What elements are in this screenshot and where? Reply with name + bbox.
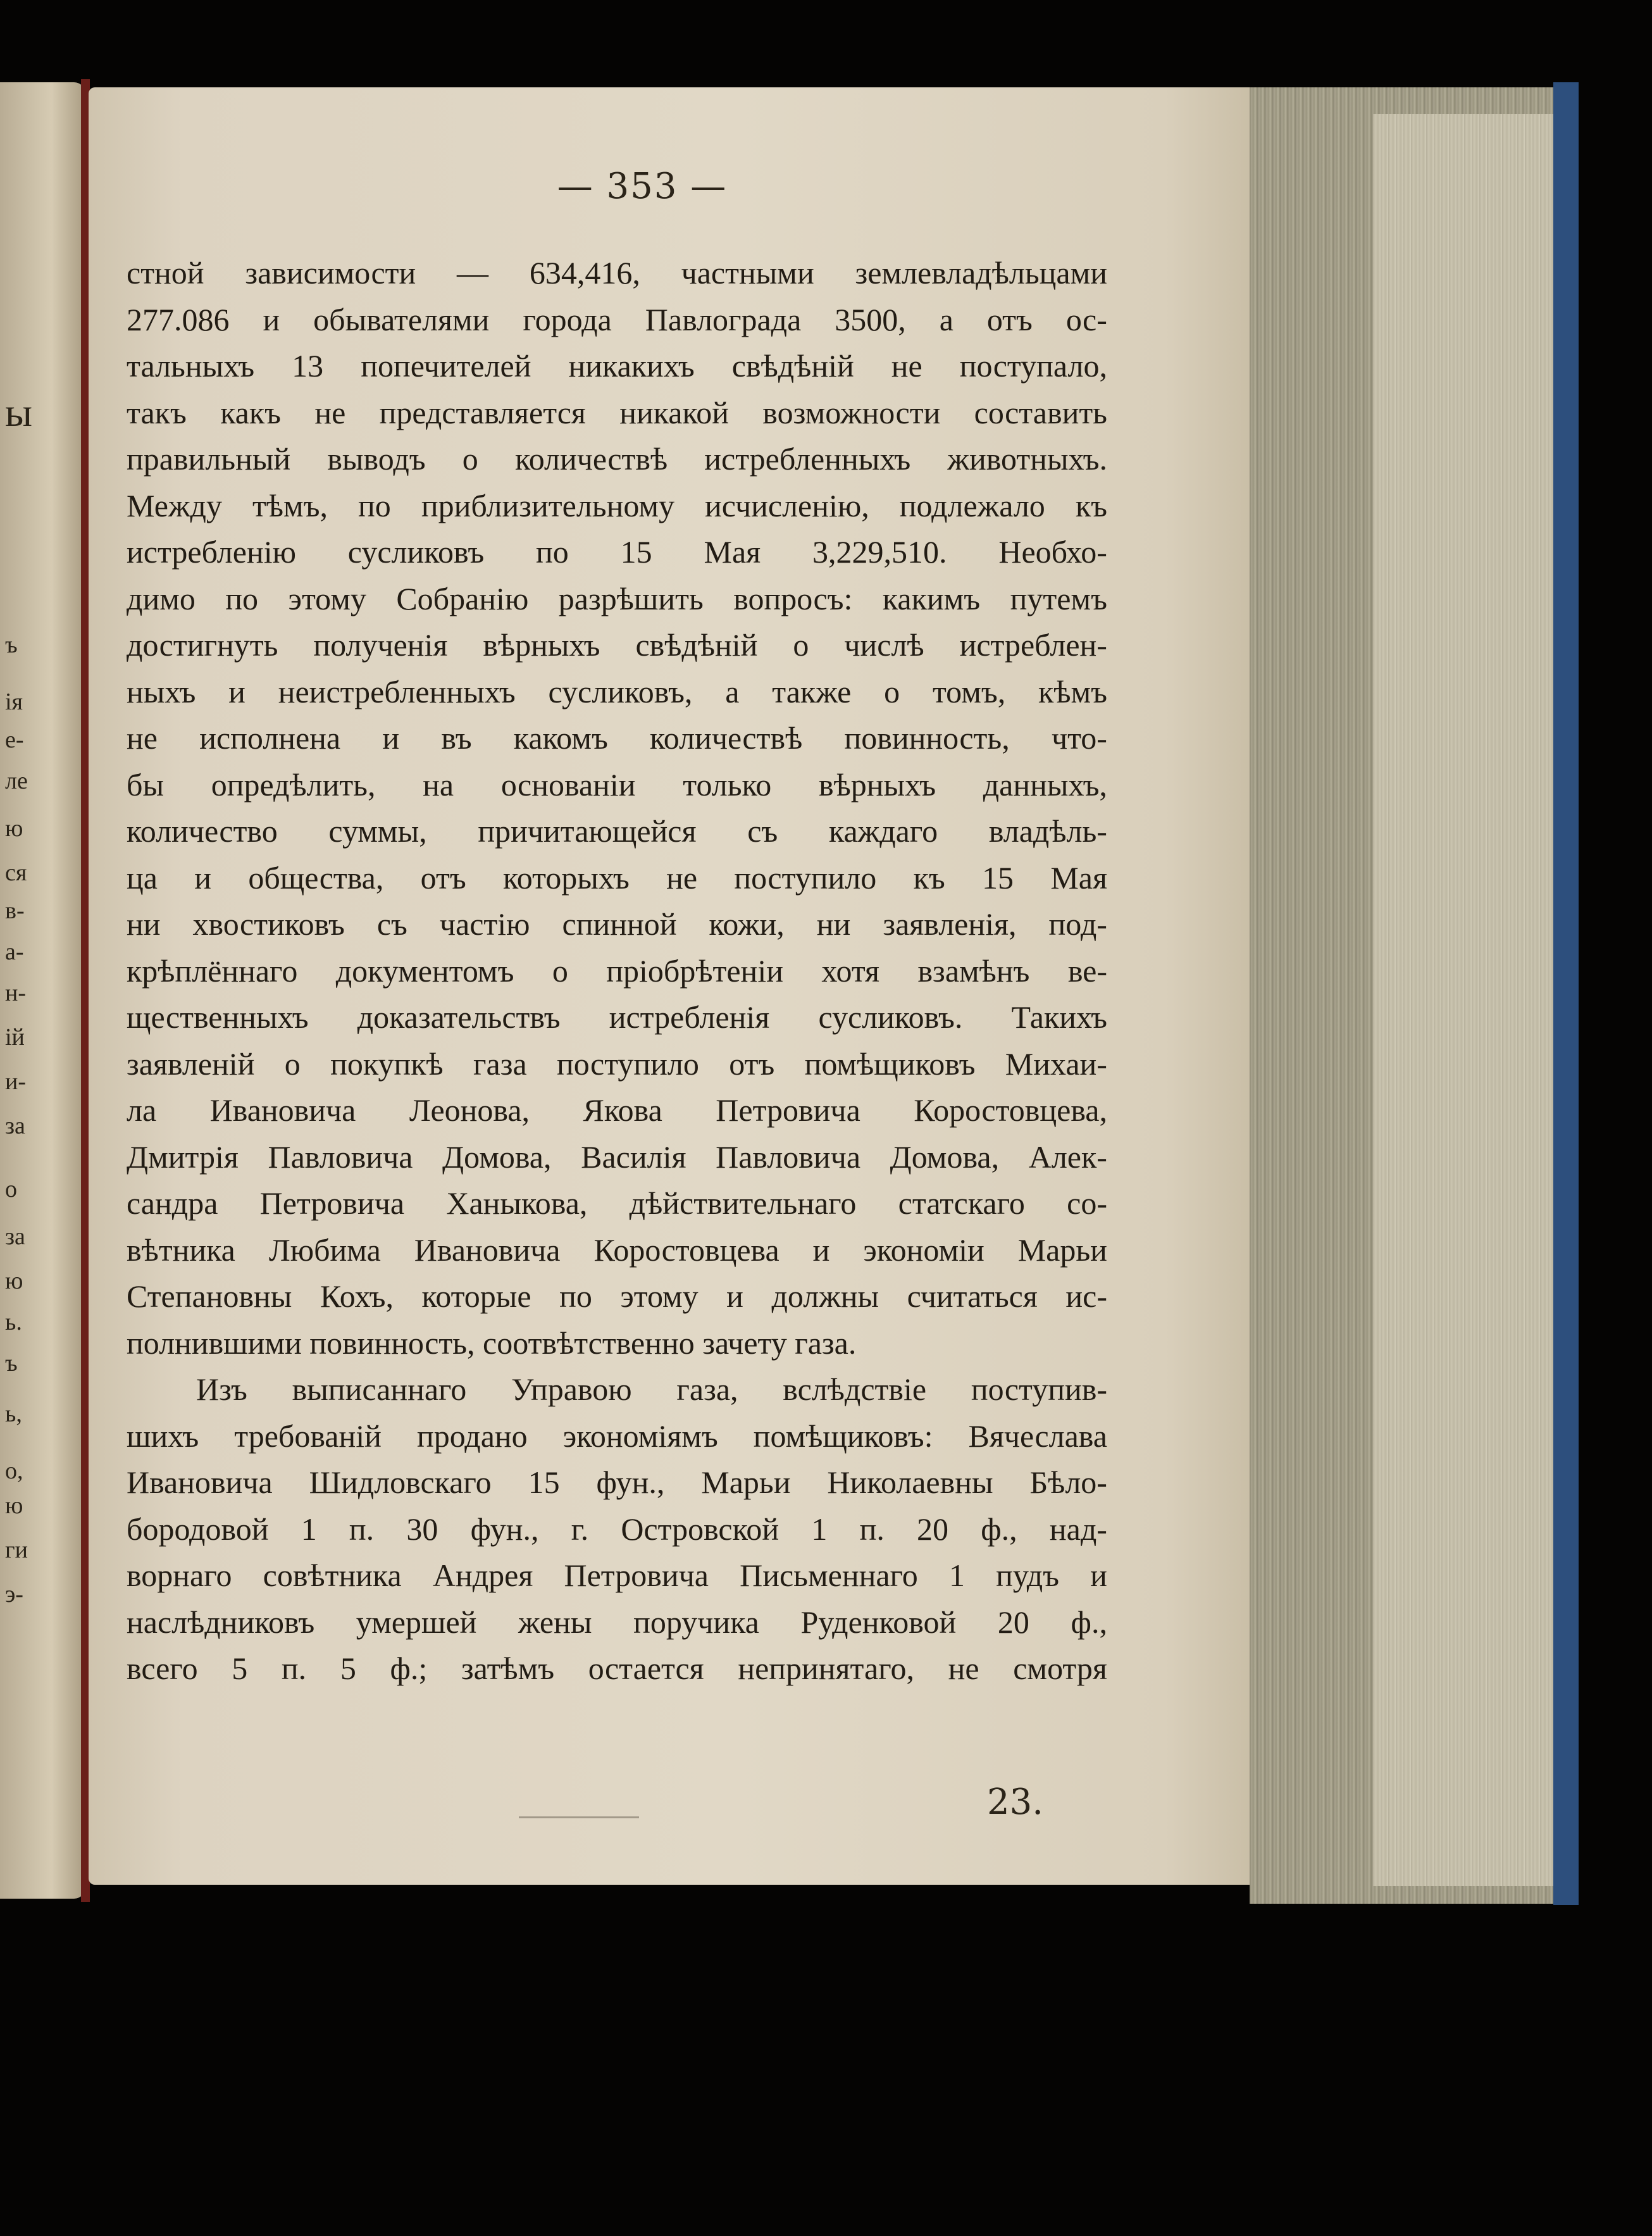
text-line: такъ какъ не представляется никакой возможности составить <box>127 394 1107 430</box>
margin-fragment: ги <box>5 1537 28 1563</box>
margin-fragment: ъ <box>5 1350 18 1377</box>
margin-fragment: о, <box>5 1458 23 1484</box>
text-line: всего 5 п. 5 ф.; затѣмъ остается непринятаго, не смотря <box>127 1651 1107 1686</box>
text-line: 277.086 и обывателями города Павлограда 3500, а отъ ос- <box>127 301 1107 337</box>
margin-fragment: ле <box>5 768 28 794</box>
text-line: количество суммы, причитающейся съ каждаго владѣль- <box>127 813 1107 849</box>
text-line: вѣтника Любима Ивановича Коростовцева и экономіи Марьи <box>127 1232 1107 1268</box>
text-line: Изъ выписаннаго Управою газа, вслѣдствіе поступив- <box>196 1371 1107 1407</box>
body-text <box>127 250 1107 1692</box>
margin-fragment: ъ <box>5 632 18 658</box>
margin-fragment: ія <box>5 689 23 715</box>
text-line: Ивановича Шидловскаго 15 фун., Марьи Николаевны Бѣло- <box>127 1465 1107 1500</box>
text-line: крѣплённаго документомъ о пріобрѣтеніи хотя взамѣнъ ве- <box>127 952 1107 989</box>
margin-fragment: ь, <box>5 1401 22 1427</box>
text-line: достигнуть полученія вѣрныхъ свѣдѣній о числѣ истреблен- <box>127 627 1107 663</box>
text-line: сандра Петровича Ханыкова, дѣйствительнаго статскаго со- <box>127 1185 1107 1221</box>
margin-fragment: за <box>5 1113 25 1139</box>
margin-fragment: ы <box>5 390 32 435</box>
text-line: Между тѣмъ, по приблизительному исчисленію, подлежало къ <box>127 487 1107 523</box>
margin-fragment: н- <box>5 980 26 1006</box>
text-line: заявленій о покупкѣ газа поступило отъ помѣщиковъ Михаи- <box>127 1046 1107 1082</box>
page-number: — 353 — <box>557 166 728 207</box>
text-line: истребленію сусликовъ по 15 Мая 3,229,510. Необхо- <box>127 534 1107 570</box>
signature-mark: 23. <box>987 1782 1044 1823</box>
text-line: шихъ требованій продано экономіямъ помѣщиковъ: Вячеслава <box>127 1418 1107 1454</box>
text-line: ворнаго совѣтника Андрея Петровича Письменнаго 1 пудъ и <box>127 1558 1107 1593</box>
text-line: правильный выводъ о количествѣ истребленныхъ животныхъ. <box>127 441 1107 477</box>
margin-fragment: о <box>5 1176 17 1202</box>
left-page-fragment <box>0 82 85 1899</box>
text-line: бородовой 1 п. 30 фун., г. Островской 1 п. 20 ф., над- <box>127 1511 1107 1547</box>
margin-fragment: э- <box>5 1581 23 1608</box>
margin-fragment: и- <box>5 1068 26 1095</box>
text-line: ныхъ и неистребленныхъ сусликовъ, а также о томъ, кѣмъ <box>127 673 1107 709</box>
margin-fragment: в- <box>5 897 25 924</box>
footer-rule <box>519 1816 639 1818</box>
margin-fragment: за <box>5 1223 25 1250</box>
margin-fragment: ю <box>5 1268 23 1294</box>
text-line: щественныхъ доказательствъ истребленія сусликовъ. Такихъ <box>127 999 1107 1035</box>
margin-fragment: ь. <box>5 1309 22 1335</box>
text-line: ни хвостиковъ съ частію спинной кожи, ни заявленія, под- <box>127 906 1107 942</box>
margin-fragment: ій <box>5 1024 25 1051</box>
text-line: полнившими повинность, соотвѣтственно зачету газа. <box>127 1325 857 1361</box>
text-line: ла Ивановича Леонова, Якова Петровича Коростовцева, <box>127 1092 1107 1128</box>
margin-fragment: ся <box>5 859 27 886</box>
book-cover-edge <box>1553 82 1579 1905</box>
margin-fragment: а- <box>5 939 24 965</box>
text-line: бы опредѣлить, на основаніи только вѣрныхъ данныхъ, <box>127 766 1107 803</box>
text-line: ца и общества, отъ которыхъ не поступило къ 15 Мая <box>127 859 1107 896</box>
margin-fragment: ю <box>5 1492 23 1519</box>
margin-fragment: ю <box>5 815 23 842</box>
text-line: тальныхъ 13 попечителей никакихъ свѣдѣній не поступало, <box>127 348 1107 384</box>
text-line: не исполнена и въ какомъ количествѣ повинность, что- <box>127 720 1107 756</box>
margin-fragment: е- <box>5 727 24 753</box>
text-line: димо по этому Собранію разрѣшить вопросъ: какимъ путемъ <box>127 580 1107 616</box>
text-line: Дмитрія Павловича Домова, Василія Павловича Домова, Алек- <box>127 1139 1107 1175</box>
text-line: наслѣдниковъ умершей жены поручика Руденковой 20 ф., <box>127 1604 1107 1640</box>
text-line: Степановны Кохъ, которые по этому и должны считаться ис- <box>127 1278 1107 1314</box>
text-line: стной зависимости — 634,416, частными землевладѣльцами <box>127 255 1107 290</box>
page-edges-light <box>1373 114 1575 1886</box>
